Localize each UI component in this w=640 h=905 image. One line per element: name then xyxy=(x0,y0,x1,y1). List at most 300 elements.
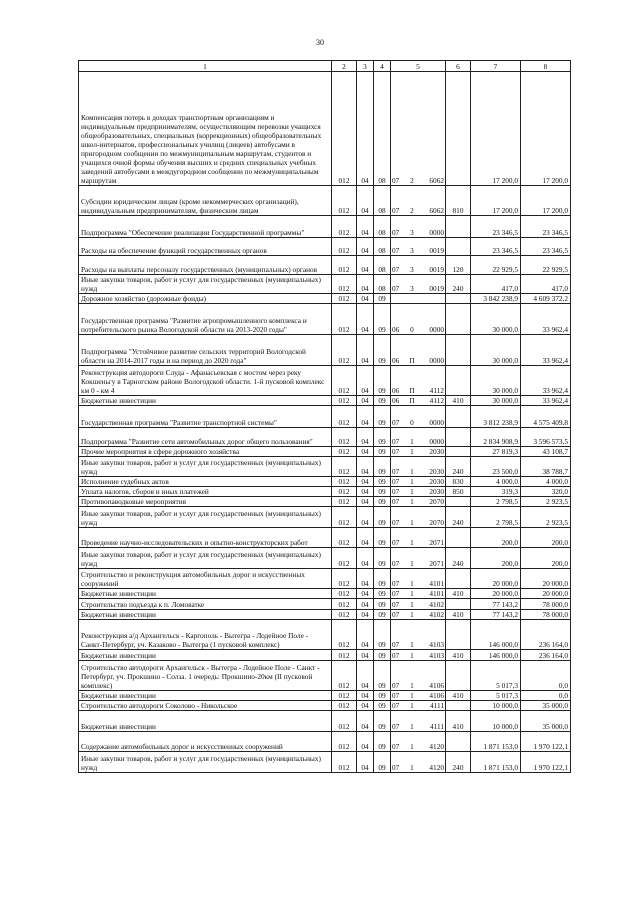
col-header: 3 xyxy=(357,61,374,72)
code-direction: 4103 xyxy=(429,640,444,649)
code-expense-type: 410 xyxy=(446,589,471,599)
code-program: 07 xyxy=(392,487,400,496)
col-header: 7 xyxy=(471,61,521,72)
code-target xyxy=(391,72,446,186)
code-target xyxy=(391,599,446,610)
code-direction: 2030 xyxy=(429,477,444,486)
table-row xyxy=(79,186,571,216)
code-subsection: 09 xyxy=(374,548,391,569)
code-expense-type xyxy=(446,304,471,335)
code-target xyxy=(391,732,446,752)
table-row xyxy=(79,304,571,335)
code-section: 04 xyxy=(357,497,374,507)
code-section: 04 xyxy=(357,294,374,304)
code-target xyxy=(391,186,446,216)
code-expense-type xyxy=(446,216,471,238)
code-direction: 4101 xyxy=(429,589,444,598)
amount-year1: 23 346,5 xyxy=(471,238,521,256)
code-section: 04 xyxy=(357,256,374,275)
row-name: Бюджетные инвестиции xyxy=(79,396,332,406)
code-subprogram: 3 xyxy=(410,284,414,293)
code-ministry: 012 xyxy=(332,732,357,752)
code-direction: 2030 xyxy=(429,447,444,456)
code-section: 04 xyxy=(357,406,374,428)
code-section: 04 xyxy=(357,752,374,773)
amount-year2: 33 962,4 xyxy=(521,304,571,335)
amount-year2: 0,0 xyxy=(521,661,571,691)
code-expense-type xyxy=(446,335,471,366)
code-section: 04 xyxy=(357,732,374,752)
code-subprogram: П xyxy=(409,386,415,395)
table-row xyxy=(79,732,571,752)
table-row xyxy=(79,701,571,711)
code-direction: 0019 xyxy=(429,284,444,293)
row-name: Расходы на выплаты персоналу государственных (муниципальных) органов xyxy=(79,256,332,275)
code-subprogram: 2 xyxy=(410,206,414,215)
code-expense-type: 810 xyxy=(446,186,471,216)
amount-year2: 23 346,5 xyxy=(521,238,571,256)
code-target xyxy=(391,447,446,457)
code-direction: 4111 xyxy=(429,701,444,710)
code-program: 07 xyxy=(392,610,400,619)
row-name: Субсидии юридическим лицам (кроме некоммерческих организаций), индивидуальным предпринимателям, физическим лицам xyxy=(79,186,332,216)
code-ministry: 012 xyxy=(332,610,357,620)
code-target xyxy=(391,610,446,620)
code-program: 06 xyxy=(392,396,400,405)
table-row xyxy=(79,548,571,569)
amount-year1: 77 143,2 xyxy=(471,599,521,610)
row-name: Иные закупки товаров, работ и услуг для государственных (муниципальных) нужд xyxy=(79,275,332,294)
code-subsection: 09 xyxy=(374,507,391,528)
code-expense-type: 240 xyxy=(446,457,471,477)
code-section: 04 xyxy=(357,216,374,238)
amount-year1: 30 000,0 xyxy=(471,335,521,366)
code-program: 07 xyxy=(392,467,400,476)
amount-year2: 4 575 409,8 xyxy=(521,406,571,428)
code-ministry: 012 xyxy=(332,447,357,457)
table-row xyxy=(79,335,571,366)
code-section: 04 xyxy=(357,650,374,661)
code-direction: 0019 xyxy=(429,265,444,274)
amount-year1: 4 000,0 xyxy=(471,477,521,487)
code-direction: 4106 xyxy=(429,691,444,700)
code-expense-type xyxy=(446,366,471,396)
code-target xyxy=(391,507,446,528)
amount-year2: 38 788,7 xyxy=(521,457,571,477)
table-body xyxy=(79,72,571,773)
code-subsection: 09 xyxy=(374,691,391,701)
code-expense-type: 120 xyxy=(446,256,471,275)
amount-year2: 22 929,5 xyxy=(521,256,571,275)
code-expense-type xyxy=(446,661,471,691)
code-program: 07 xyxy=(392,579,400,588)
code-ministry: 012 xyxy=(332,294,357,304)
table-row xyxy=(79,691,571,701)
amount-year2: 4 609 372,2 xyxy=(521,294,571,304)
table-row xyxy=(79,457,571,477)
code-direction: 0000 xyxy=(429,418,444,427)
code-section: 04 xyxy=(357,548,374,569)
amount-year1: 2 798,5 xyxy=(471,497,521,507)
code-program: 07 xyxy=(392,418,400,427)
code-ministry: 012 xyxy=(332,507,357,528)
code-target xyxy=(391,238,446,256)
code-expense-type xyxy=(446,497,471,507)
amount-year1: 417,0 xyxy=(471,275,521,294)
code-expense-type xyxy=(446,620,471,650)
row-name: Бюджетные инвестиции xyxy=(79,711,332,732)
code-expense-type xyxy=(446,428,471,447)
code-expense-type: 240 xyxy=(446,507,471,528)
code-program: 07 xyxy=(392,206,400,215)
table-row xyxy=(79,256,571,275)
amount-year1: 3 812 238,9 xyxy=(471,406,521,428)
code-section: 04 xyxy=(357,569,374,589)
row-name: Противопаводковые мероприятия xyxy=(79,497,332,507)
code-target xyxy=(391,256,446,275)
code-expense-type xyxy=(446,599,471,610)
code-subsection: 09 xyxy=(374,752,391,773)
code-subsection: 08 xyxy=(374,256,391,275)
code-expense-type xyxy=(446,72,471,186)
code-ministry: 012 xyxy=(332,216,357,238)
amount-year2: 17 200,0 xyxy=(521,72,571,186)
code-subsection: 09 xyxy=(374,661,391,691)
code-program: 07 xyxy=(392,691,400,700)
code-section: 04 xyxy=(357,661,374,691)
amount-year2: 200,0 xyxy=(521,548,571,569)
table-row xyxy=(79,487,571,497)
code-section: 04 xyxy=(357,304,374,335)
code-expense-type xyxy=(446,238,471,256)
code-section: 04 xyxy=(357,447,374,457)
code-subprogram: 1 xyxy=(410,467,414,476)
code-program: 06 xyxy=(392,356,400,365)
amount-year1: 10 000,0 xyxy=(471,711,521,732)
code-ministry: 012 xyxy=(332,569,357,589)
table-row xyxy=(79,294,571,304)
code-program: 07 xyxy=(392,497,400,506)
amount-year2: 35 000,0 xyxy=(521,701,571,711)
row-name: Государственная программа "Развитие агропромышленного комплекса и потребительского рынка Вологодской области на 2013-2020 годы" xyxy=(79,304,332,335)
row-name: Бюджетные инвестиции xyxy=(79,691,332,701)
code-subprogram: 1 xyxy=(410,538,414,547)
code-program: 07 xyxy=(392,600,400,609)
code-subprogram: 1 xyxy=(410,559,414,568)
code-target xyxy=(391,569,446,589)
row-name: Реконструкция а/д Архангельск - Каргополь - Вытегра - Лодейное Поле - Санкт-Петербург, уч. Казаково - Вытегра (1 пусковой комплекс) xyxy=(79,620,332,650)
code-section: 04 xyxy=(357,428,374,447)
code-subprogram: 1 xyxy=(410,722,414,731)
code-ministry: 012 xyxy=(332,256,357,275)
amount-year1: 30 000,0 xyxy=(471,366,521,396)
code-direction: 4111 xyxy=(429,722,444,731)
code-section: 04 xyxy=(357,711,374,732)
code-section: 04 xyxy=(357,620,374,650)
code-subprogram: 1 xyxy=(410,600,414,609)
code-section: 04 xyxy=(357,691,374,701)
row-name: Строительство автодороги Архангельск - Вытегра - Лодейное Поле - Санкт - Петербург, уч. Прокшино - Солза. 1 очередь: Прокшино-20км (II пусковой комплекс) xyxy=(79,661,332,691)
code-target xyxy=(391,396,446,406)
code-target xyxy=(391,457,446,477)
amount-year1: 5 017,3 xyxy=(471,691,521,701)
code-ministry: 012 xyxy=(332,752,357,773)
table-row xyxy=(79,620,571,650)
code-expense-type xyxy=(446,569,471,589)
code-section: 04 xyxy=(357,457,374,477)
code-subprogram: 2 xyxy=(410,176,414,185)
amount-year2: 0,0 xyxy=(521,691,571,701)
code-expense-type xyxy=(446,732,471,752)
code-target xyxy=(391,497,446,507)
code-subprogram: 0 xyxy=(410,325,414,334)
code-ministry: 012 xyxy=(332,661,357,691)
amount-year1: 77 143,2 xyxy=(471,610,521,620)
code-target xyxy=(391,294,446,304)
col-header: 4 xyxy=(374,61,391,72)
amount-year1: 5 017,3 xyxy=(471,661,521,691)
amount-year2: 17 200,0 xyxy=(521,186,571,216)
code-subprogram: 1 xyxy=(410,579,414,588)
code-ministry: 012 xyxy=(332,487,357,497)
code-direction: 4106 xyxy=(429,681,444,690)
code-program: 07 xyxy=(392,559,400,568)
page-number: 30 xyxy=(316,38,324,47)
row-name: Реконструкция автодороги Слуда - Афанасьевская с мостом через реку Кокшеньгу в Тарногском районе Вологодской области. 1-й пусковой комплекс км 0 - км 4 xyxy=(79,366,332,396)
row-name: Строительство автодороги Соколово - Никольское xyxy=(79,701,332,711)
code-section: 04 xyxy=(357,186,374,216)
code-direction: 0000 xyxy=(429,356,444,365)
code-subprogram: 1 xyxy=(410,487,414,496)
code-direction: 4112 xyxy=(429,386,444,395)
amount-year2: 78 000,0 xyxy=(521,610,571,620)
table-row xyxy=(79,569,571,589)
code-direction: 0000 xyxy=(429,228,444,237)
amount-year1: 1 871 153,0 xyxy=(471,732,521,752)
code-subsection: 09 xyxy=(374,599,391,610)
amount-year2: 33 962,4 xyxy=(521,396,571,406)
code-subsection: 09 xyxy=(374,457,391,477)
code-target xyxy=(391,691,446,701)
row-name: Подпрограмма "Обеспечение реализации Государственной программы" xyxy=(79,216,332,238)
amount-year2: 23 346,5 xyxy=(521,216,571,238)
amount-year2: 2 923,5 xyxy=(521,507,571,528)
code-subprogram: 1 xyxy=(410,681,414,690)
code-ministry: 012 xyxy=(332,406,357,428)
code-subsection: 09 xyxy=(374,569,391,589)
code-subsection: 09 xyxy=(374,428,391,447)
code-direction: 0000 xyxy=(429,437,444,446)
row-name: Компенсация потерь в доходах транспортным организациям и индивидуальным предпринимателям, осуществляющим перевозки учащихся общеобразовательных, специальных (коррекционных) общеобразовательных школ-интернатов, профессиональных училищ (лицеев) автобусами в пригородном сообщении по межмуниципальным маршрутам, студентов и учащихся очной формы обучения высших и средних специальных учебных заведений автобусами в междугородном сообщении по межмуниципальным маршрутам xyxy=(79,72,332,186)
code-subprogram: П xyxy=(409,356,415,365)
code-section: 04 xyxy=(357,507,374,528)
code-target xyxy=(391,661,446,691)
code-program: 07 xyxy=(392,538,400,547)
table-row xyxy=(79,72,571,186)
code-program: 07 xyxy=(392,722,400,731)
code-ministry: 012 xyxy=(332,477,357,487)
amount-year1: 30 000,0 xyxy=(471,396,521,406)
code-direction: 4103 xyxy=(429,651,444,660)
row-name: Содержание автомобильных дорог и искусственных сооружений xyxy=(79,732,332,752)
code-subprogram: 1 xyxy=(410,651,414,660)
row-name: Строительство и реконструкция автомобильных дорог и искусственных сооружений xyxy=(79,569,332,589)
row-name: Иные закупки товаров, работ и услуг для государственных (муниципальных) нужд xyxy=(79,457,332,477)
code-expense-type xyxy=(446,294,471,304)
code-subsection: 09 xyxy=(374,497,391,507)
amount-year1: 20 000,0 xyxy=(471,589,521,599)
code-direction: 0019 xyxy=(429,246,444,255)
code-ministry: 012 xyxy=(332,589,357,599)
code-section: 04 xyxy=(357,477,374,487)
code-section: 04 xyxy=(357,72,374,186)
code-target xyxy=(391,304,446,335)
code-ministry: 012 xyxy=(332,396,357,406)
code-subsection: 09 xyxy=(374,610,391,620)
row-name: Иные закупки товаров, работ и услуг для государственных (муниципальных) нужд xyxy=(79,507,332,528)
code-expense-type: 830 xyxy=(446,477,471,487)
code-subprogram: 3 xyxy=(410,265,414,274)
code-program: 07 xyxy=(392,284,400,293)
amount-year1: 3 842 238,9 xyxy=(471,294,521,304)
table-row xyxy=(79,396,571,406)
code-target xyxy=(391,620,446,650)
code-subprogram: 1 xyxy=(410,640,414,649)
amount-year1: 17 200,0 xyxy=(471,72,521,186)
amount-year1: 10 000,0 xyxy=(471,701,521,711)
code-program: 07 xyxy=(392,651,400,660)
code-ministry: 012 xyxy=(332,238,357,256)
table-row xyxy=(79,752,571,773)
code-subprogram: 1 xyxy=(410,610,414,619)
code-ministry: 012 xyxy=(332,711,357,732)
code-expense-type: 850 xyxy=(446,487,471,497)
col-header: 5 xyxy=(391,61,446,72)
code-section: 04 xyxy=(357,701,374,711)
code-direction: 6062 xyxy=(429,176,444,185)
code-target xyxy=(391,650,446,661)
code-target xyxy=(391,548,446,569)
code-program: 07 xyxy=(392,228,400,237)
row-name: Подпрограмма "Устойчивое развитие сельских территорий Вологодской области на 2014-2017 годы и на период до 2020 года" xyxy=(79,335,332,366)
code-direction: 2030 xyxy=(429,467,444,476)
table-row xyxy=(79,275,571,294)
table-row xyxy=(79,661,571,691)
code-program: 07 xyxy=(392,176,400,185)
code-section: 04 xyxy=(357,396,374,406)
code-ministry: 012 xyxy=(332,691,357,701)
code-program: 07 xyxy=(392,701,400,710)
code-subsection: 09 xyxy=(374,620,391,650)
row-name: Бюджетные инвестиции xyxy=(79,650,332,661)
code-ministry: 012 xyxy=(332,335,357,366)
code-subsection: 09 xyxy=(374,447,391,457)
table-row xyxy=(79,447,571,457)
table-row xyxy=(79,610,571,620)
table-row xyxy=(79,507,571,528)
code-ministry: 012 xyxy=(332,548,357,569)
code-section: 04 xyxy=(357,335,374,366)
code-subsection: 09 xyxy=(374,477,391,487)
code-program: 07 xyxy=(392,742,400,751)
col-header: 6 xyxy=(446,61,471,72)
code-expense-type: 240 xyxy=(446,752,471,773)
amount-year2: 320,0 xyxy=(521,487,571,497)
amount-year2: 236 164,0 xyxy=(521,620,571,650)
code-target xyxy=(391,216,446,238)
row-name: Проведение научно-исследовательских и опытно-конструкторских работ xyxy=(79,528,332,548)
table-row xyxy=(79,477,571,487)
code-direction: 2071 xyxy=(429,538,444,547)
code-direction: 0000 xyxy=(429,325,444,334)
amount-year1: 30 000,0 xyxy=(471,304,521,335)
code-subprogram: 1 xyxy=(410,477,414,486)
code-subprogram: 1 xyxy=(410,691,414,700)
amount-year2: 33 962,4 xyxy=(521,335,571,366)
amount-year2: 200,0 xyxy=(521,528,571,548)
amount-year1: 1 871 153,0 xyxy=(471,752,521,773)
code-subsection: 09 xyxy=(374,732,391,752)
amount-year2: 417,0 xyxy=(521,275,571,294)
row-name: Расходы на обеспечение функций государственных органов xyxy=(79,238,332,256)
table-row xyxy=(79,589,571,599)
code-program: 06 xyxy=(392,325,400,334)
table-row xyxy=(79,711,571,732)
code-target xyxy=(391,366,446,396)
row-name: Исполнение судебных актов xyxy=(79,477,332,487)
amount-year1: 20 000,0 xyxy=(471,569,521,589)
table-row xyxy=(79,497,571,507)
code-section: 04 xyxy=(357,487,374,497)
amount-year2: 4 000,0 xyxy=(521,477,571,487)
code-expense-type: 410 xyxy=(446,396,471,406)
amount-year2: 20 000,0 xyxy=(521,589,571,599)
table-row xyxy=(79,238,571,256)
code-program: 07 xyxy=(392,447,400,456)
code-expense-type: 410 xyxy=(446,610,471,620)
table-row xyxy=(79,599,571,610)
amount-year2: 236 164,0 xyxy=(521,650,571,661)
table-row xyxy=(79,406,571,428)
code-subprogram: 1 xyxy=(410,447,414,456)
amount-year1: 2 798,5 xyxy=(471,507,521,528)
code-subprogram: 1 xyxy=(410,763,414,772)
code-subprogram: П xyxy=(409,396,415,405)
code-subprogram: 3 xyxy=(410,228,414,237)
amount-year2: 20 000,0 xyxy=(521,569,571,589)
code-subsection: 09 xyxy=(374,589,391,599)
row-name: Строительство подъезда к п. Ломоватке xyxy=(79,599,332,610)
row-name: Бюджетные инвестиции xyxy=(79,610,332,620)
code-ministry: 012 xyxy=(332,72,357,186)
code-subsection: 09 xyxy=(374,304,391,335)
code-subsection: 09 xyxy=(374,366,391,396)
code-subsection: 09 xyxy=(374,335,391,366)
code-subsection: 08 xyxy=(374,238,391,256)
code-section: 04 xyxy=(357,610,374,620)
code-subsection: 08 xyxy=(374,186,391,216)
code-subsection: 09 xyxy=(374,487,391,497)
code-expense-type xyxy=(446,406,471,428)
amount-year1: 27 819,3 xyxy=(471,447,521,457)
code-expense-type: 410 xyxy=(446,691,471,701)
code-expense-type xyxy=(446,701,471,711)
code-direction: 2070 xyxy=(429,518,444,527)
code-section: 04 xyxy=(357,589,374,599)
code-target xyxy=(391,711,446,732)
code-subsection: 08 xyxy=(374,275,391,294)
table-row xyxy=(79,216,571,238)
